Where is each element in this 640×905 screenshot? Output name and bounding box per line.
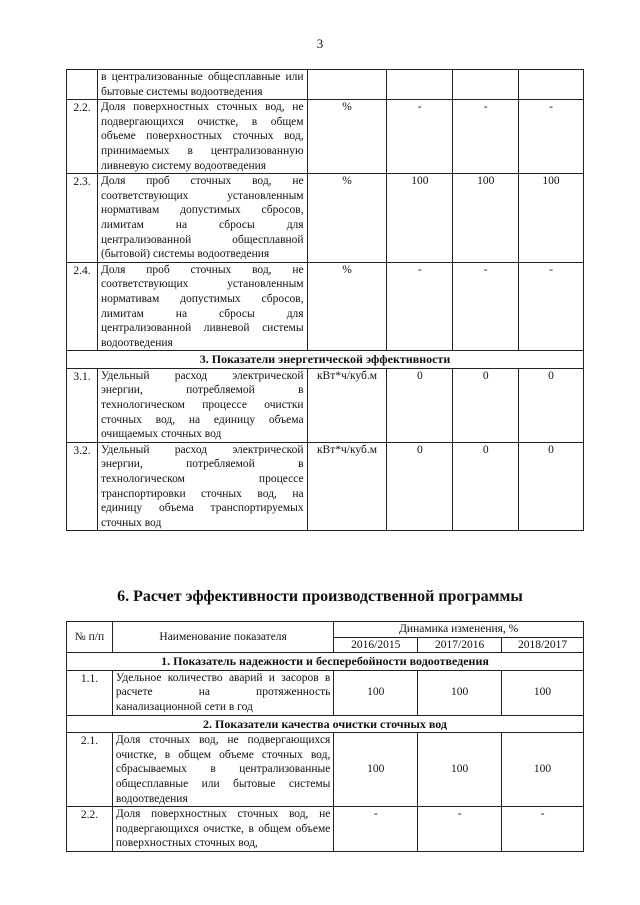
row-number (67, 70, 98, 100)
value-cell: 0 (519, 442, 584, 531)
section-title: 2. Показатели качества очистки сточных вод (67, 715, 584, 733)
value-cell: - (453, 262, 519, 351)
section-title: 1. Показатель надежности и бесперебойности водоотведения (67, 653, 584, 671)
indicator-name: Доля поверхностных сточных вод, не подвергающихся очистке, в общем объеме поверхностных сточных вод, (112, 807, 333, 852)
value-cell: 100 (418, 733, 502, 807)
indicator-name: Удельное количество аварий и засоров в расчете на протяженность канализационной сети в год (112, 670, 333, 715)
indicator-name: Доля сточных вод, не подвергающихся очистке, в общем объеме сточных вод, сбрасываемых в централизованные общесплавные или бытовые системы водоотведения (112, 733, 333, 807)
unit-cell: кВт*ч/куб.м (307, 368, 387, 442)
row-number: 1.1. (67, 670, 113, 715)
section-heading: 6. Расчет эффективности производственной программы (117, 588, 523, 605)
value-cell: - (387, 262, 453, 351)
indicator-name: Удельный расход электрической энергии, потребляемой в технологическом процессе очистки сточных вод, на единицу объема очищаемых сточных вод (97, 368, 307, 442)
column-header-year: 2016/2015 (334, 637, 418, 653)
value-cell: 0 (387, 442, 453, 531)
row-number: 2.3. (67, 174, 98, 263)
table-row (67, 174, 584, 263)
value-cell: 0 (453, 442, 519, 531)
value-cell: - (334, 807, 418, 852)
row-number: 2.2. (67, 807, 113, 852)
column-header-year: 2017/2016 (418, 637, 502, 653)
table-row (67, 807, 584, 852)
indicator-name: Удельный расход электрической энергии, потребляемой в технологическом процессе транспортировки сточных вод, на единицу объема транспортируемых сточных вод (97, 442, 307, 531)
value-cell: 100 (334, 670, 418, 715)
column-header-dynamics: Динамика изменения, % (334, 622, 584, 638)
indicator-name: Доля проб сточных вод, не соответствующих установленным нормативам допустимых сбросов, лимитам на сбросы для централизованной общесплавной (бытовой) системы водоотведения (97, 174, 307, 263)
row-number: 2.4. (67, 262, 98, 351)
table-row (67, 262, 584, 351)
value-cell: 100 (418, 670, 502, 715)
value-cell: 100 (502, 670, 584, 715)
row-number: 2.1. (67, 733, 113, 807)
value-cell: 100 (502, 733, 584, 807)
indicator-name: в централизованные общесплавные или бытовые системы водоотведения (97, 70, 307, 100)
unit-cell: % (307, 262, 387, 351)
unit-cell: % (307, 100, 387, 174)
indicator-name: Доля поверхностных сточных вод, не подвергающихся очистке, в общем объеме поверхностных сточных вод, принимаемых в централизованную ливневую систему водоотведения (97, 100, 307, 174)
value-cell: - (519, 262, 584, 351)
table-row (67, 733, 584, 807)
header-row (67, 622, 584, 638)
efficiency-table (66, 621, 584, 852)
column-header-name: Наименование показателя (112, 622, 333, 653)
section-row (67, 351, 584, 369)
value-cell: - (387, 100, 453, 174)
table-row (67, 442, 584, 531)
value-cell: 0 (387, 368, 453, 442)
table-row (67, 670, 584, 715)
value-cell: - (453, 100, 519, 174)
table-row (67, 70, 584, 100)
value-cell: 100 (519, 174, 584, 263)
indicators-table (66, 69, 584, 531)
value-cell: 100 (387, 174, 453, 263)
value-cell: 0 (519, 368, 584, 442)
unit-cell: % (307, 174, 387, 263)
row-number: 3.2. (67, 442, 98, 531)
table-row (67, 368, 584, 442)
section-row (67, 653, 584, 671)
value-cell: - (418, 807, 502, 852)
value-cell: 100 (453, 174, 519, 263)
value-cell: - (519, 100, 584, 174)
row-number: 3.1. (67, 368, 98, 442)
column-header-year: 2018/2017 (502, 637, 584, 653)
value-cell: 100 (334, 733, 418, 807)
value-cell: 0 (453, 368, 519, 442)
column-header-number: № п/п (67, 622, 113, 653)
section-row (67, 715, 584, 733)
section-title: 3. Показатели энергетической эффективности (67, 351, 584, 369)
page-number: 3 (316, 36, 324, 51)
indicator-name: Доля проб сточных вод, не соответствующих установленным нормативам допустимых сбросов, лимитам на сбросы для централизованной ливневой системы водоотведения (97, 262, 307, 351)
unit-cell: кВт*ч/куб.м (307, 442, 387, 531)
table-row (67, 100, 584, 174)
row-number: 2.2. (67, 100, 98, 174)
value-cell: - (502, 807, 584, 852)
